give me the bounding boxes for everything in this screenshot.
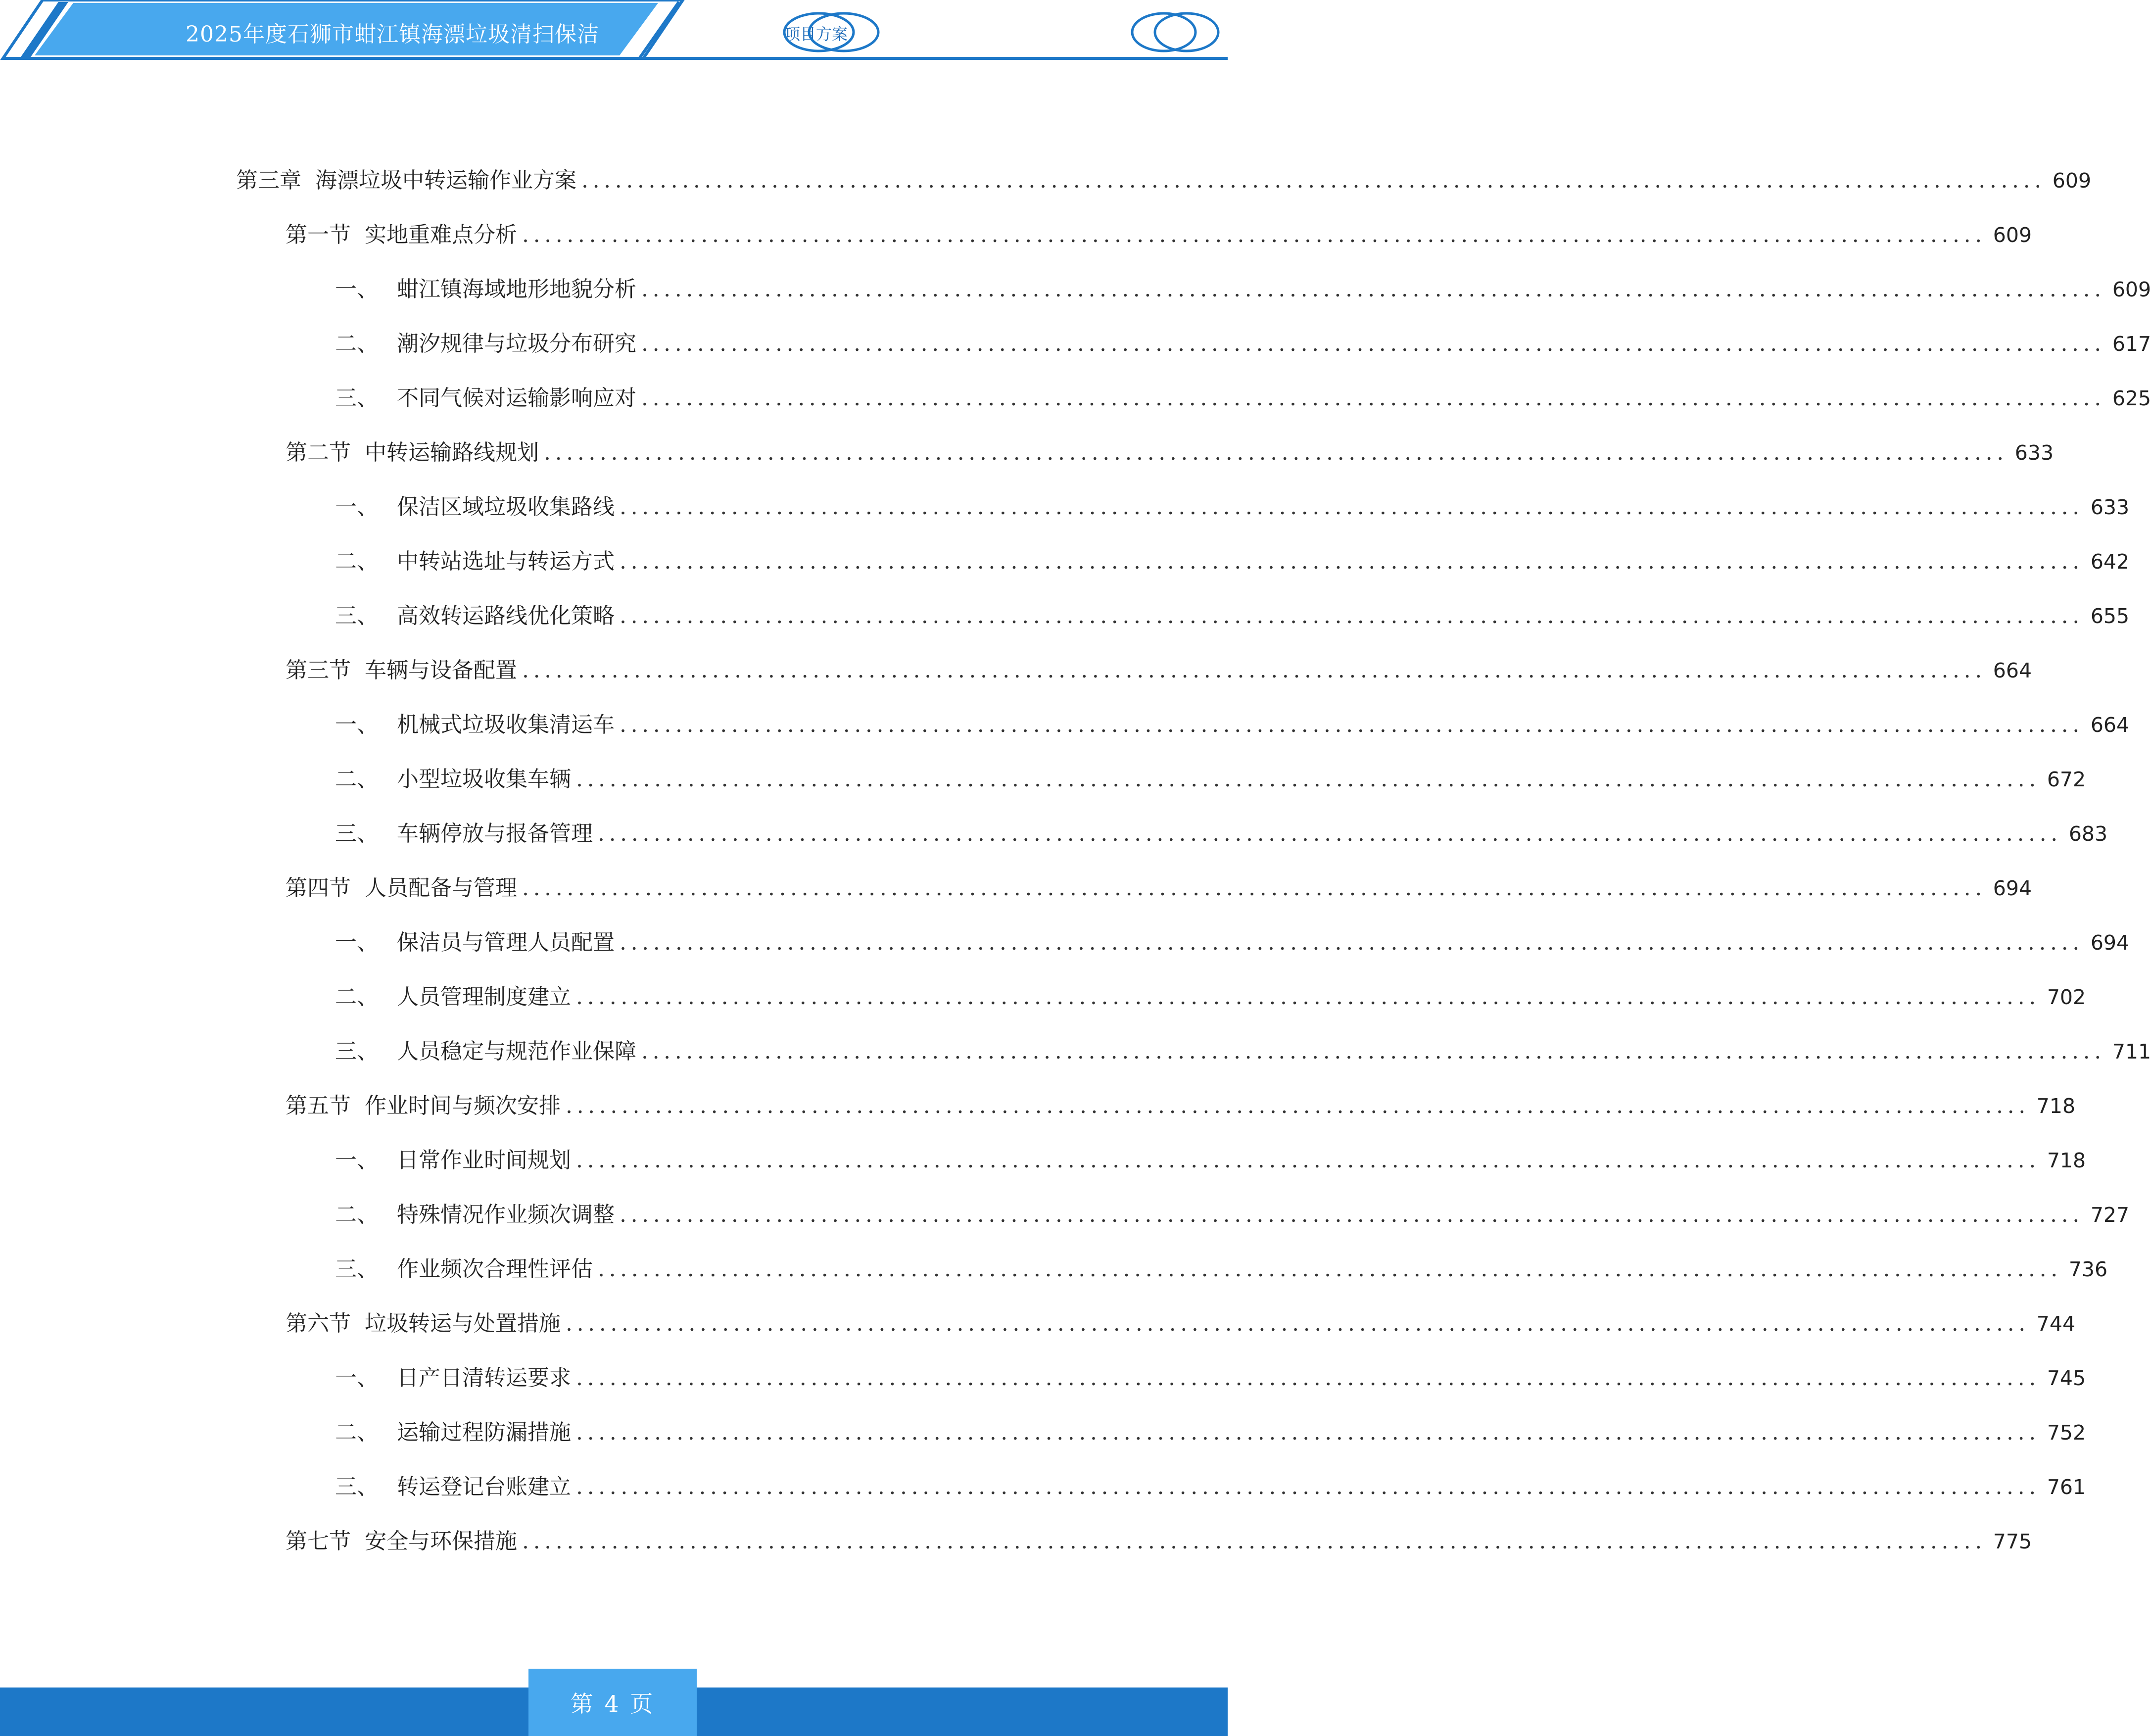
toc-page-number: 664 xyxy=(1993,659,2032,682)
toc-page-number: 752 xyxy=(2047,1421,2086,1445)
toc-entry-section[interactable] xyxy=(286,433,2054,468)
toc-entry-label xyxy=(335,1472,571,1502)
toc-entry-label: 第三章 海漂垃圾中转运输作业方案 xyxy=(236,168,576,193)
toc-item-title: 日产日清转运要求 xyxy=(397,1365,571,1391)
toc-page-number: 718 xyxy=(2036,1094,2076,1118)
toc-entry-item[interactable] xyxy=(335,1141,2086,1175)
rings-logo-icon xyxy=(1128,10,1222,54)
toc-dot-leader: ................................................................................................................................... xyxy=(641,1039,2105,1064)
toc-entry-item[interactable] xyxy=(335,760,2086,794)
toc-entry-item[interactable] xyxy=(335,596,2130,631)
toc-dot-leader: ................................................................................................................................... xyxy=(522,658,1986,683)
page-number-label: 第 4 页 xyxy=(528,1669,697,1736)
toc-page-number: 609 xyxy=(2052,169,2092,193)
toc-entry-label xyxy=(335,601,615,631)
toc-item-title: 保洁员与管理人员配置 xyxy=(397,930,615,955)
toc-entry-label xyxy=(335,819,593,849)
toc-dot-leader: ................................................................................................................................... xyxy=(522,222,1986,247)
document-title: 2025年度石狮市蚶江镇海漂垃圾清扫保洁 xyxy=(186,22,599,47)
document-subtitle: 项目方案 xyxy=(784,25,848,44)
toc-item-number: 一、 xyxy=(335,277,379,302)
toc-dot-leader: ................................................................................................................................... xyxy=(576,1474,2040,1499)
toc-item-number: 三、 xyxy=(335,1039,379,1064)
toc-page-number: 664 xyxy=(2090,713,2130,737)
toc-page-number: 655 xyxy=(2090,604,2130,628)
toc-entry-chapter[interactable] xyxy=(236,161,2092,195)
toc-entry-item[interactable] xyxy=(335,1195,2130,1230)
toc-dot-leader: ................................................................................................................................... xyxy=(620,1202,2084,1227)
toc-dot-leader: ................................................................................................................................... xyxy=(522,875,1986,901)
toc-page-number: 744 xyxy=(2036,1312,2076,1336)
toc-entry-section[interactable] xyxy=(286,215,2032,250)
toc-page-number: 694 xyxy=(2090,931,2130,955)
toc-entry-label xyxy=(335,1363,571,1393)
toc-page-number: 694 xyxy=(1993,876,2032,900)
toc-page-number: 761 xyxy=(2047,1475,2086,1499)
toc-page-number: 609 xyxy=(2112,278,2151,301)
toc-entry-label xyxy=(335,329,636,359)
toc-page-number: 625 xyxy=(2112,386,2151,410)
toc-dot-leader: ................................................................................................................................... xyxy=(620,930,2084,955)
toc-dot-leader: ................................................................................................................................... xyxy=(576,1148,2040,1173)
toc-entry-section[interactable] xyxy=(286,1522,2032,1556)
toc-page-number: 736 xyxy=(2068,1257,2108,1281)
toc-entry-item[interactable] xyxy=(335,270,2151,304)
toc-page-number: 633 xyxy=(2090,495,2130,519)
toc-dot-leader: ................................................................................................................................... xyxy=(598,1256,2062,1282)
toc-dot-leader: ................................................................................................................................... xyxy=(543,440,2008,465)
toc-item-title: 特殊情况作业频次调整 xyxy=(397,1202,615,1227)
toc-item-title: 蚶江镇海域地形地貌分析 xyxy=(397,277,636,302)
toc-dot-leader: ................................................................................................................................... xyxy=(576,767,2040,792)
toc-item-number: 三、 xyxy=(335,1474,379,1499)
toc-entry-label: 第六节 垃圾转运与处置措施 xyxy=(286,1311,561,1336)
toc-dot-leader: ................................................................................................................................... xyxy=(565,1311,2030,1336)
toc-item-number: 一、 xyxy=(335,1365,379,1391)
toc-entry-item[interactable] xyxy=(335,542,2130,577)
toc-entry-label xyxy=(335,765,571,794)
toc-entry-label: 第四节 人员配备与管理 xyxy=(286,875,517,901)
toc-entry-label: 第七节 安全与环保措施 xyxy=(286,1529,517,1554)
toc-item-number: 二、 xyxy=(335,1420,379,1445)
toc-page-number: 609 xyxy=(1993,223,2032,247)
toc-dot-leader: ................................................................................................................................... xyxy=(641,386,2105,411)
toc-item-number: 一、 xyxy=(335,712,379,737)
toc-dot-leader: ................................................................................................................................... xyxy=(620,549,2084,574)
toc-entry-item[interactable] xyxy=(335,923,2130,958)
toc-entry-label xyxy=(335,547,615,577)
toc-page-number: 683 xyxy=(2068,822,2108,846)
toc-item-number: 二、 xyxy=(335,331,379,356)
toc-entry-label xyxy=(335,1418,571,1447)
toc-entry-item[interactable] xyxy=(335,1032,2151,1066)
toc-dot-leader: ................................................................................................................................... xyxy=(641,277,2105,302)
toc-item-title: 人员管理制度建立 xyxy=(397,984,571,1010)
toc-entry-label xyxy=(335,1200,615,1230)
toc-entry-section[interactable] xyxy=(286,868,2032,903)
toc-item-title: 小型垃圾收集车辆 xyxy=(397,767,571,792)
toc-page-number: 633 xyxy=(2014,441,2054,465)
toc-entry-item[interactable] xyxy=(335,324,2151,359)
toc-item-title: 保洁区域垃圾收集路线 xyxy=(397,494,615,520)
toc-item-title: 人员稳定与规范作业保障 xyxy=(397,1039,636,1064)
toc-dot-leader: ................................................................................................................................... xyxy=(576,1365,2040,1391)
toc-entry-label: 第二节 中转运输路线规划 xyxy=(286,440,539,465)
toc-entry-item[interactable] xyxy=(335,487,2130,522)
toc-dot-leader: ................................................................................................................................... xyxy=(581,168,2046,193)
toc-page-number: 727 xyxy=(2090,1203,2130,1227)
toc-item-number: 二、 xyxy=(335,1202,379,1227)
toc-entry-section[interactable] xyxy=(286,651,2032,685)
toc-page-number: 617 xyxy=(2112,332,2151,356)
toc-entry-label xyxy=(335,275,636,304)
toc-dot-leader: ................................................................................................................................... xyxy=(620,712,2084,737)
page-header xyxy=(0,0,1228,64)
toc-page-number: 718 xyxy=(2047,1149,2086,1172)
toc-item-number: 二、 xyxy=(335,984,379,1010)
toc-dot-leader: ................................................................................................................................... xyxy=(620,603,2084,628)
toc-page-number: 775 xyxy=(1993,1530,2032,1553)
toc-entry-label xyxy=(335,982,571,1012)
toc-item-title: 不同气候对运输影响应对 xyxy=(397,386,636,411)
toc-item-number: 二、 xyxy=(335,767,379,792)
toc-dot-leader: ................................................................................................................................... xyxy=(576,1420,2040,1445)
toc-entry-label: 第五节 作业时间与频次安排 xyxy=(286,1093,561,1118)
toc-entry-label xyxy=(335,492,615,522)
toc-item-number: 三、 xyxy=(335,821,379,846)
toc-item-number: 二、 xyxy=(335,549,379,574)
toc-item-title: 转运登记台账建立 xyxy=(397,1474,571,1499)
rings-logo-icon xyxy=(779,10,883,54)
toc-item-title: 运输过程防漏措施 xyxy=(397,1420,571,1445)
toc-dot-leader: ................................................................................................................................... xyxy=(598,821,2062,846)
toc-dot-leader: ................................................................................................................................... xyxy=(641,331,2105,356)
toc-page-number: 642 xyxy=(2090,550,2130,574)
toc-entry-label: 第一节 实地重难点分析 xyxy=(286,222,517,247)
toc-entry-item[interactable] xyxy=(335,1413,2086,1447)
toc-item-title: 日常作业时间规划 xyxy=(397,1148,571,1173)
toc-page-number: 745 xyxy=(2047,1366,2086,1390)
toc-item-number: 三、 xyxy=(335,603,379,628)
toc-item-title: 中转站选址与转运方式 xyxy=(397,549,615,574)
toc-item-title: 机械式垃圾收集清运车 xyxy=(397,712,615,737)
toc-item-number: 一、 xyxy=(335,1148,379,1173)
toc-entry-label xyxy=(335,928,615,958)
toc-entry-label xyxy=(335,1146,571,1175)
toc-entry-item[interactable] xyxy=(335,977,2086,1012)
toc-entry-section[interactable] xyxy=(286,1304,2076,1339)
toc-item-number: 三、 xyxy=(335,386,379,411)
toc-entry-section[interactable] xyxy=(286,1086,2076,1121)
toc-item-title: 车辆停放与报备管理 xyxy=(397,821,593,846)
toc-item-title: 高效转运路线优化策略 xyxy=(397,603,615,628)
toc-dot-leader: ................................................................................................................................... xyxy=(522,1529,1986,1554)
toc-dot-leader: ................................................................................................................................... xyxy=(565,1093,2030,1118)
toc-entry-label xyxy=(335,384,636,413)
toc-page-number: 672 xyxy=(2047,768,2086,791)
toc-entry-item[interactable] xyxy=(335,379,2151,413)
toc-page-number: 702 xyxy=(2047,985,2086,1009)
toc-item-number: 一、 xyxy=(335,930,379,955)
toc-entry-item[interactable] xyxy=(335,1467,2086,1502)
toc-entry-item[interactable] xyxy=(335,705,2130,740)
toc-item-title: 潮汐规律与垃圾分布研究 xyxy=(397,331,636,356)
toc-entry-item[interactable] xyxy=(335,1250,2108,1284)
toc-entry-label xyxy=(335,710,615,740)
toc-dot-leader: ................................................................................................................................... xyxy=(620,494,2084,520)
toc-dot-leader: ................................................................................................................................... xyxy=(576,984,2040,1010)
toc-entry-label xyxy=(335,1254,593,1284)
toc-entry-item[interactable] xyxy=(335,1358,2086,1393)
toc-item-title: 作业频次合理性评估 xyxy=(397,1256,593,1282)
toc-entry-label: 第三节 车辆与设备配置 xyxy=(286,658,517,683)
toc-entry-label xyxy=(335,1037,636,1066)
toc-page-number: 711 xyxy=(2112,1040,2151,1063)
toc-entry-item[interactable] xyxy=(335,814,2108,849)
toc-item-number: 一、 xyxy=(335,494,379,520)
toc-item-number: 三、 xyxy=(335,1256,379,1282)
